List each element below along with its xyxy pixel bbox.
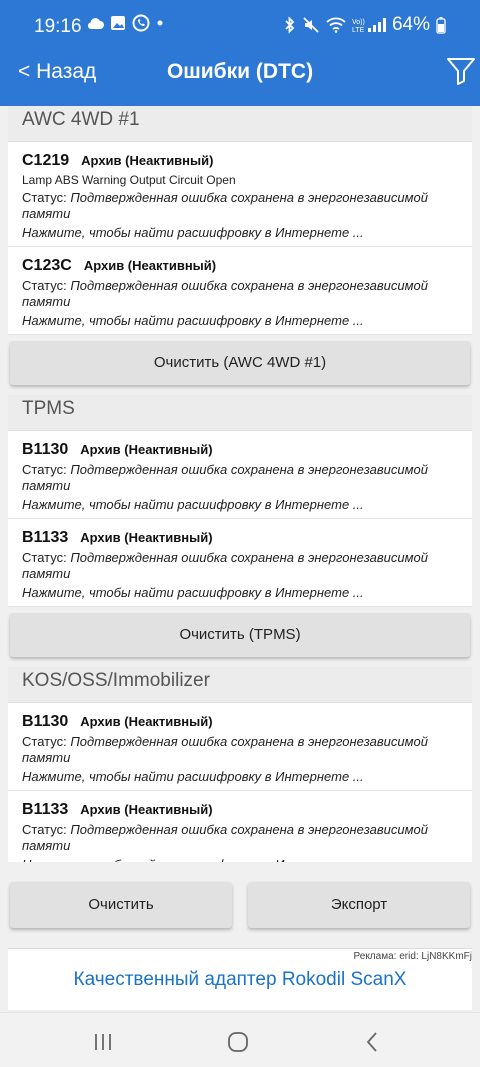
- dot-icon: [156, 19, 164, 27]
- status-time: 19:16: [34, 16, 82, 37]
- back-nav-icon[interactable]: [360, 1029, 386, 1055]
- export-button[interactable]: Экспорт: [248, 882, 470, 928]
- dtc-archive: Архив (Неактивный): [80, 530, 213, 545]
- dtc-search-hint[interactable]: Нажмите, чтобы найти расшифровку в Интернете ...: [22, 585, 364, 600]
- dtc-status: Статус: Подтвержденная ошибка сохранена в энергонезависимой памяти: [22, 822, 428, 853]
- dtc-list[interactable]: [8, 106, 472, 862]
- dtc-status: Статус: Подтвержденная ошибка сохранена в энергонезависимой памяти: [22, 462, 428, 493]
- app-bar: [0, 52, 480, 106]
- section-header: TPMS: [8, 395, 472, 431]
- dtc-item[interactable]: [8, 431, 472, 519]
- dtc-search-hint[interactable]: Нажмите, чтобы найти расшифровку в Интернете ...: [22, 497, 364, 512]
- dtc-code: B1133: [22, 529, 69, 546]
- dtc-item[interactable]: [8, 703, 472, 791]
- clear-section-button[interactable]: Очистить (TPMS): [10, 613, 470, 657]
- svg-text:Vo)): Vo)): [351, 19, 365, 26]
- dtc-status: Статус: Подтвержденная ошибка сохранена в энергонезависимой памяти: [22, 734, 428, 765]
- dtc-item[interactable]: [8, 247, 472, 335]
- battery-percent: 64%: [391, 14, 430, 35]
- dtc-search-hint[interactable]: Нажмите, чтобы найти расшифровку в Интернете ...: [22, 225, 364, 240]
- dtc-status: Статус: Подтвержденная ошибка сохранена в энергонезависимой памяти: [22, 190, 428, 221]
- battery-icon: [436, 16, 446, 34]
- dtc-code: C1219: [22, 152, 70, 169]
- system-nav-bar: [0, 1012, 480, 1067]
- dtc-code: C123C: [22, 257, 72, 274]
- dtc-archive: Архив (Неактивный): [81, 153, 214, 168]
- dtc-item[interactable]: [8, 519, 472, 607]
- clear-all-button[interactable]: Очистить: [10, 882, 232, 928]
- ad-link[interactable]: Качественный адаптер Rokodil ScanX: [73, 969, 407, 990]
- recent-apps-icon[interactable]: [90, 1029, 116, 1055]
- home-icon[interactable]: [225, 1029, 251, 1055]
- whatsapp-icon: [132, 14, 150, 32]
- filter-icon[interactable]: [446, 56, 476, 86]
- top-bar: [0, 0, 480, 106]
- volte-signal-icon: [352, 16, 386, 34]
- back-button[interactable]: < Назад: [18, 60, 97, 83]
- dtc-code: B1130: [22, 441, 69, 458]
- dtc-search-hint[interactable]: Нажмите, чтобы найти расшифровку в Интернете ...: [22, 313, 364, 328]
- dtc-archive: Архив (Неактивный): [80, 442, 213, 457]
- clear-section-button[interactable]: Очистить (AWC 4WD #1): [10, 341, 470, 385]
- bluetooth-icon: [284, 16, 296, 34]
- dtc-search-hint[interactable]: Нажмите, чтобы найти расшифровку в Интернете ...: [22, 769, 364, 784]
- gallery-icon: [110, 15, 126, 31]
- dtc-archive: Архив (Неактивный): [80, 802, 213, 817]
- dtc-code: B1130: [22, 713, 69, 730]
- dtc-code: B1133: [22, 801, 69, 818]
- wifi-icon: [326, 17, 346, 33]
- ad-banner: [8, 948, 472, 1010]
- dtc-description: Lamp ABS Warning Output Circuit Open: [22, 173, 236, 187]
- dtc-item[interactable]: [8, 142, 472, 247]
- mute-icon: [302, 16, 320, 34]
- dtc-archive: Архив (Неактивный): [83, 258, 217, 273]
- dtc-status: Статус: Подтвержденная ошибка сохранена в энергонезависимой памяти: [22, 550, 428, 581]
- section-header: KOS/OSS/Immobilizer: [8, 667, 472, 703]
- dtc-status: Статус: Подтвержденная ошибка сохранена в энергонезависимой памяти: [22, 278, 428, 309]
- page-title: Ошибки (DTC): [166, 60, 314, 83]
- cloud-icon: [86, 16, 104, 30]
- ad-label: Реклама: erid: LjN8KKmFj: [353, 951, 472, 962]
- bottom-actions: [0, 862, 480, 948]
- svg-text:LTE: LTE: [351, 27, 365, 34]
- dtc-archive: Архив (Неактивный): [80, 714, 213, 729]
- section-header: AWC 4WD #1: [8, 106, 472, 142]
- status-bar: [0, 0, 480, 52]
